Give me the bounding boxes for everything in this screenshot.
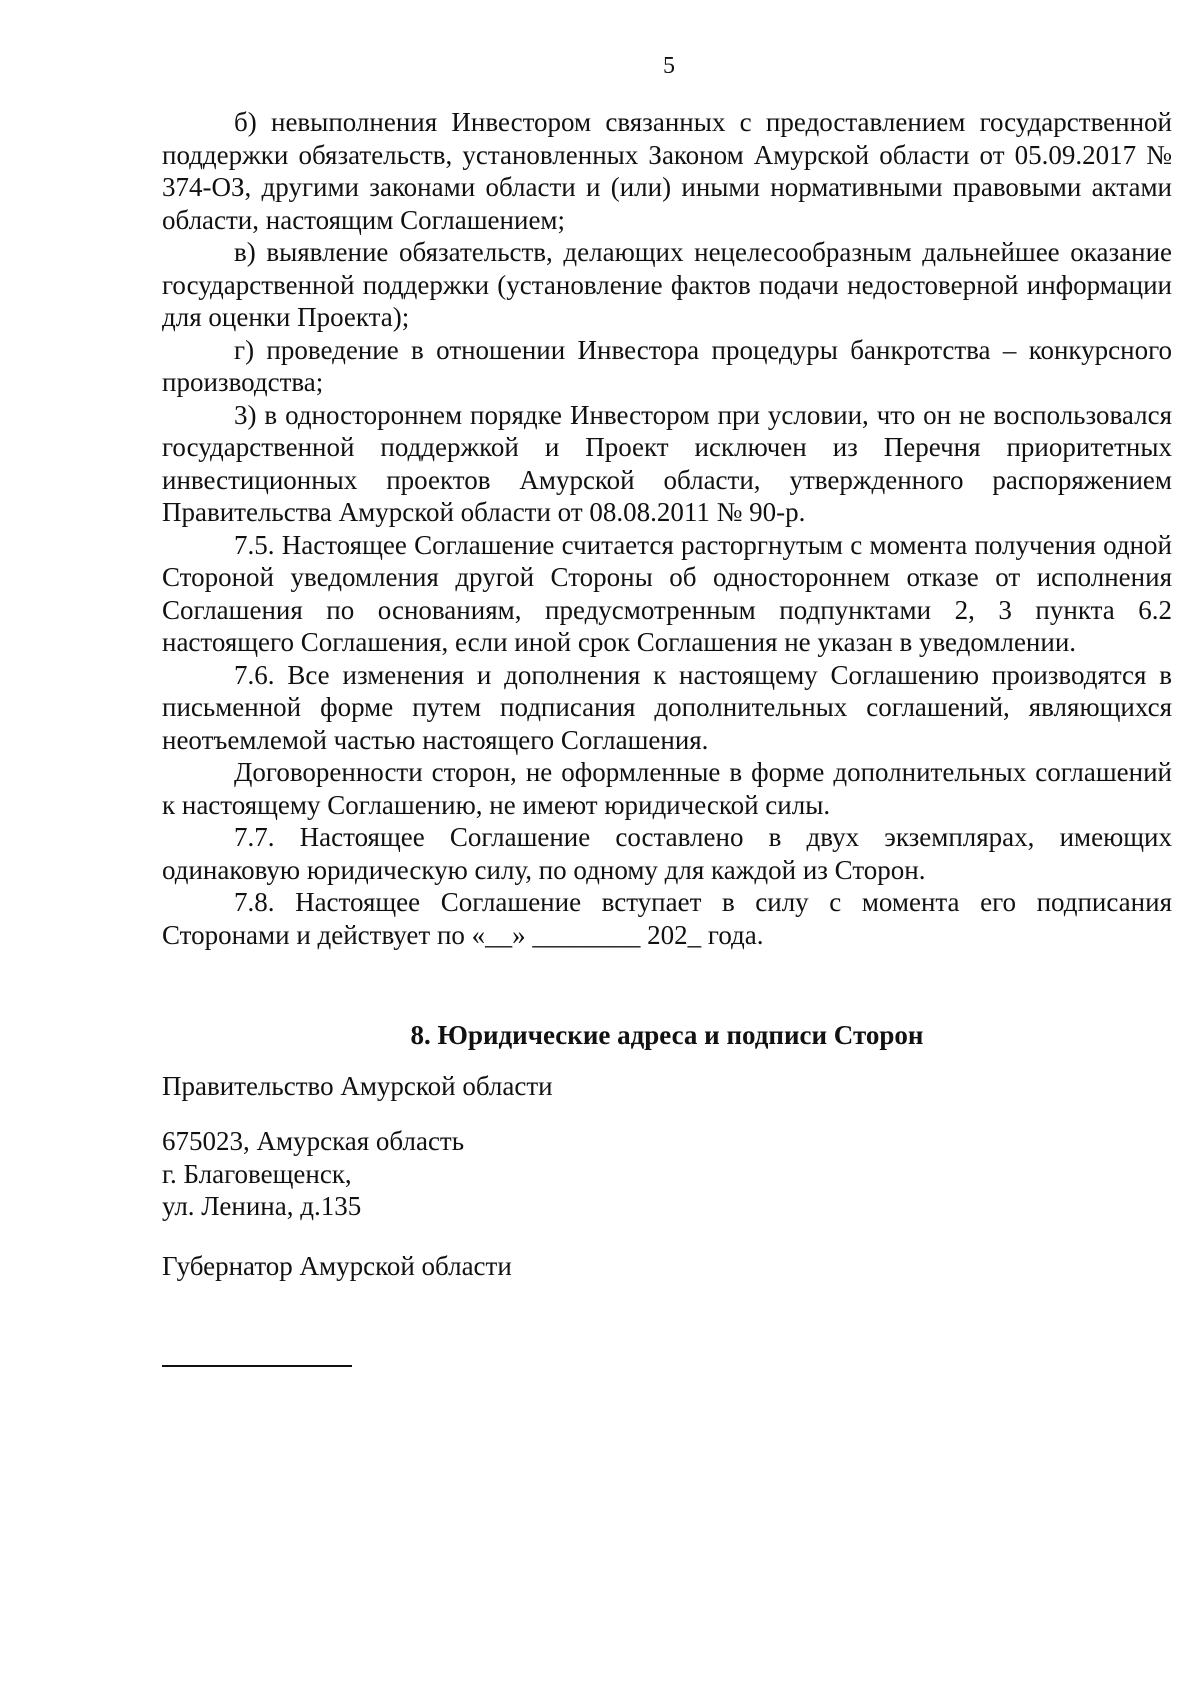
party-address [162,1125,464,1223]
address-line: ул. Ленина, д.135 [162,1191,362,1221]
party-name: Правительство Амурской области [162,1071,553,1101]
paragraph-7-7: 7.7. Настоящее Соглашение составлено в двух экземплярах, имеющих одинаковую юридическую силу, по одному для каждой из Сторон. [162,822,1172,885]
paragraph-clause-b: б) невыполнения Инвестором связанных с предоставлением государственной поддержки обязательств, установленных Законом Амурской области от 05.09.2017 № 374-ОЗ, другими законами области и (или) иными нормативными правовыми актами области, настоящим Соглашением; [162,107,1172,235]
body-text [162,106,1172,951]
paragraph-clause-v: в) выявление обязательств, делающих нецелесообразным дальнейшее оказание государственной поддержки (установление фактов подачи недостоверной информации для оценки Проекта); [162,237,1172,332]
address-line: г. Благовещенск, [162,1158,352,1189]
paragraph-7-5: 7.5. Настоящее Соглашение считается расторгнутым с момента получения одной Стороной уведомления другой Стороны об одностороннем отказе от исполнения Соглашения по основаниям, предусмотренным подпунктами 2, 3 пункта 6.2 настоящего Соглашения, если иной срок Соглашения не указан в уведомлении. [162,529,1172,657]
address-line: 675023, Амурская область [162,1126,465,1156]
paragraph-agreements: Договоренности сторон, не оформленные в форме дополнительных соглашений к настоящему Соглашению, не имеют юридической силы. [162,757,1172,820]
section-heading: 8. Юридические адреса и подписи Сторон [410,1020,924,1050]
paragraph-7-6: 7.6. Все изменения и дополнения к настоящему Соглашению производятся в письменной форме путем подписания дополнительных соглашений, являющихся неотъемлемой частью настоящего Соглашения. [162,659,1172,755]
paragraph-clause-3: 3) в одностороннем порядке Инвестором при условии, что он не воспользовался государственной поддержкой и Проект исключен из Перечня приоритетных инвестиционных проектов Амурской области, утвержденного распоряжением Правительства Амурской области от 08.08.2011 № 90-р. [162,399,1172,527]
signer-title: Губернатор Амурской области [162,1251,512,1281]
paragraph-7-8: 7.8. Настоящее Соглашение вступает в силу с момента его подписания Сторонами и действует по «__» ________ 202_ года. [162,887,1172,950]
signature-line [162,1365,352,1367]
paragraph-clause-g: г) проведение в отношении Инвестора процедуры банкротства – конкурсного производства; [162,334,1172,397]
page-number: 5 [663,53,675,79]
